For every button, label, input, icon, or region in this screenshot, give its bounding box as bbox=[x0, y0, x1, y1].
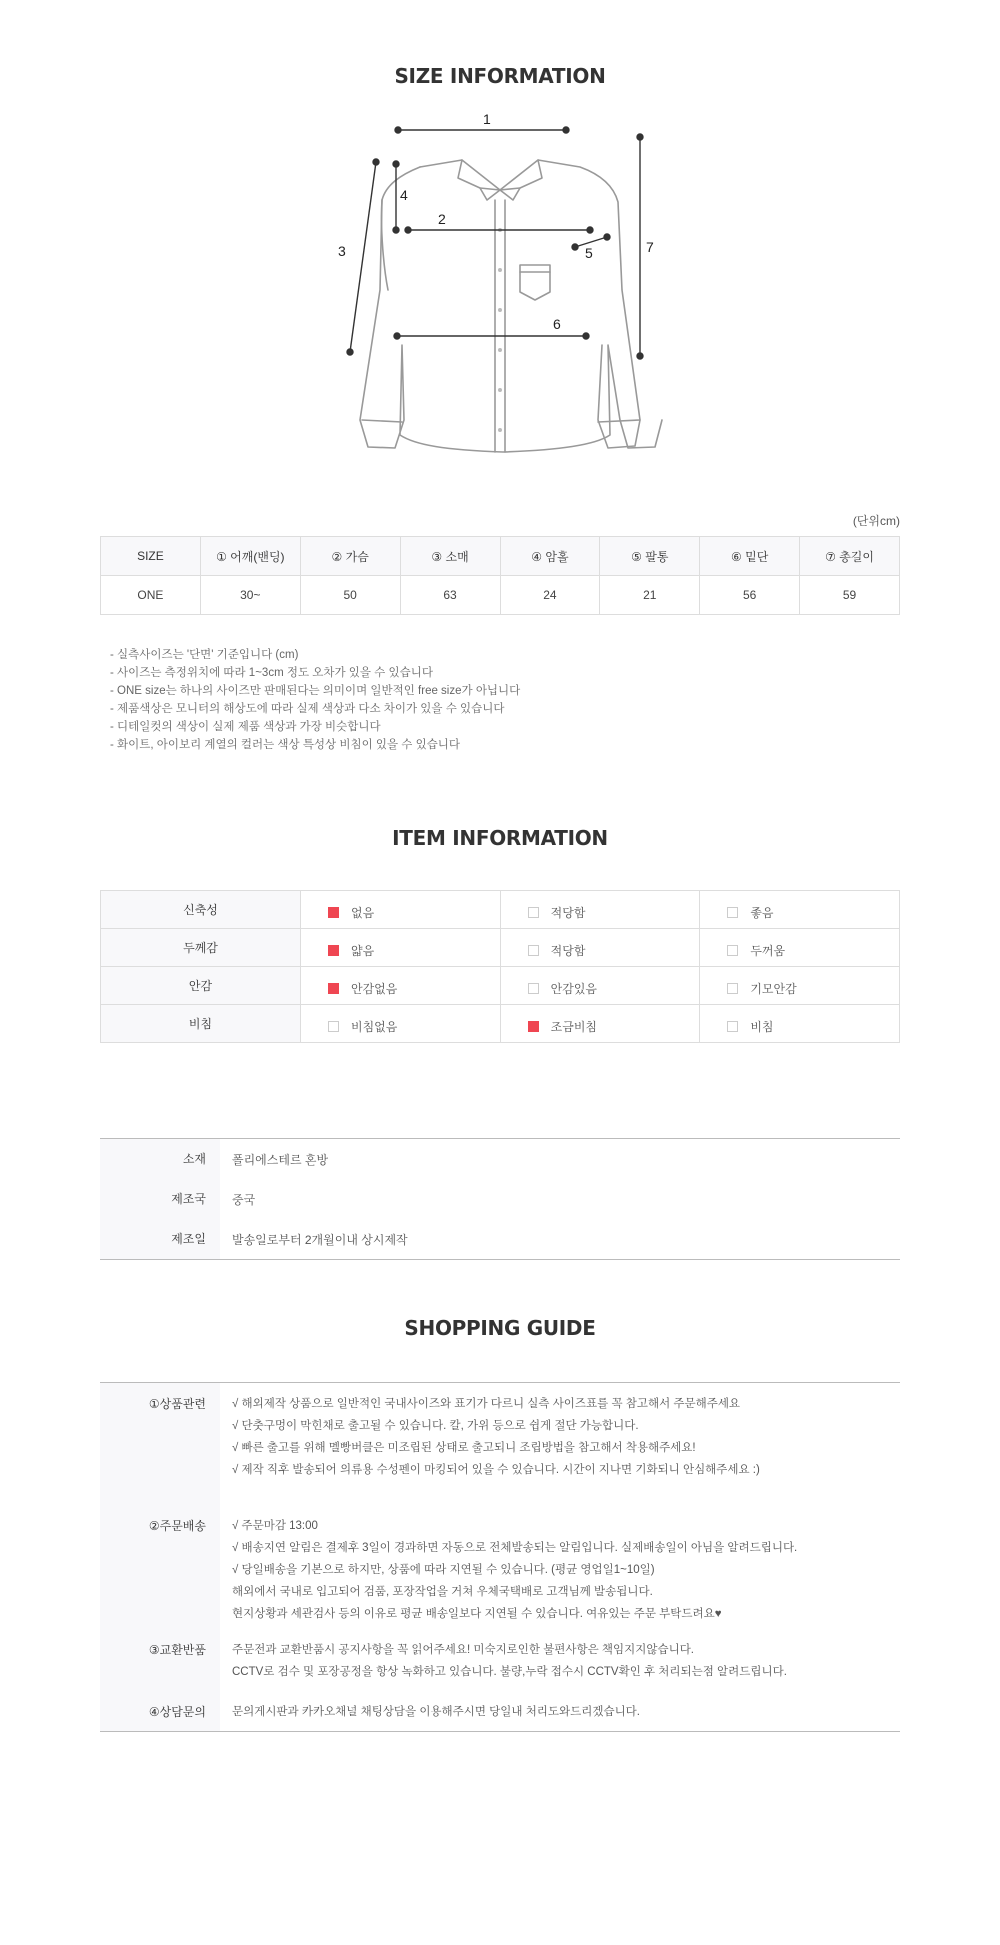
guide-label: ②주문배송 bbox=[148, 1519, 206, 1533]
note-item: - ONE size는 하나의 사이즈만 판매된다는 의미이며 일반적인 free size가 아닙니다 bbox=[110, 685, 521, 697]
material-info-table bbox=[100, 1138, 900, 1260]
checkbox-icon bbox=[328, 1021, 339, 1032]
size-header-cell: ④ 암홀 bbox=[500, 537, 600, 576]
checkbox-icon bbox=[528, 1021, 539, 1032]
guide-line: √ 단춧구멍이 막힌채로 출고될 수 있습니다. 칼, 가위 등으로 쉽게 절단 가능합니다. bbox=[232, 1420, 639, 1432]
guide-line: 현지상황과 세관검사 등의 이유로 평균 배송일보다 지연될 수 있습니다. 여유있는 주문 부탁드려요♥ bbox=[232, 1608, 722, 1620]
checkbox-icon bbox=[328, 907, 339, 918]
item-row-label: 신축성 bbox=[101, 891, 301, 929]
item-option bbox=[700, 929, 900, 967]
guide-label: ③교환반품 bbox=[148, 1643, 206, 1657]
size-header-cell: ⑥ 밑단 bbox=[700, 537, 800, 576]
checkbox-icon bbox=[727, 983, 738, 994]
checkbox-icon bbox=[328, 983, 339, 994]
guide-line: √ 제작 직후 발송되어 의류용 수성펜이 마킹되어 있을 수 있습니다. 시간이 지나면 기화되니 안심해주세요 :) bbox=[232, 1464, 760, 1476]
guide-block-contact-label bbox=[100, 1691, 220, 1731]
guide-line: CCTV로 검수 및 포장공정을 항상 녹화하고 있습니다. 불량,누락 접수시 CCTV확인 후 처리되는점 알려드립니다. bbox=[232, 1666, 787, 1678]
size-cell: 24 bbox=[500, 576, 600, 615]
info-row-date bbox=[100, 1219, 900, 1259]
info-label: 제조일 bbox=[100, 1219, 220, 1259]
note-item: - 화이트, 아이보리 계열의 컬러는 색상 특성상 비침이 있을 수 있습니다 bbox=[110, 739, 461, 751]
note-item: - 디테일컷의 색상이 실제 제품 색상과 가장 비슷합니다 bbox=[110, 721, 381, 733]
guide-line: 해외에서 국내로 입고되어 검품, 포장작업을 거쳐 우체국택배로 고객님께 발송됩니다. bbox=[232, 1586, 653, 1598]
info-row-country bbox=[100, 1179, 900, 1219]
item-option-label: 비침 bbox=[750, 1020, 774, 1034]
item-option bbox=[301, 891, 501, 929]
size-header-cell: ⑤ 팔통 bbox=[600, 537, 700, 576]
item-option-label: 적당함 bbox=[550, 944, 586, 958]
diagram-label-2: 2 bbox=[438, 211, 446, 227]
guide-block-shipping bbox=[220, 1505, 900, 1629]
item-option bbox=[500, 929, 700, 967]
guide-label: ①상품관련 bbox=[148, 1397, 206, 1411]
diagram-label-1: 1 bbox=[483, 111, 491, 127]
checkbox-icon bbox=[727, 1021, 738, 1032]
guide-block-return-label bbox=[100, 1629, 220, 1691]
info-value: 발송일로부터 2개월이내 상시제작 bbox=[232, 1232, 408, 1247]
guide-block-contact bbox=[220, 1691, 900, 1731]
item-option bbox=[301, 1005, 501, 1043]
diagram-label-3: 3 bbox=[338, 243, 346, 259]
size-table bbox=[100, 536, 900, 615]
note-item: - 실측사이즈는 '단면' 기준입니다 (cm) bbox=[110, 649, 299, 661]
item-row bbox=[101, 891, 900, 929]
item-option-label: 얇음 bbox=[351, 944, 375, 958]
size-cell: 21 bbox=[600, 576, 700, 615]
size-table-row bbox=[101, 576, 900, 615]
info-value: 폴리에스테르 혼방 bbox=[232, 1152, 329, 1167]
size-header-cell: SIZE bbox=[101, 537, 201, 576]
item-option-label: 두꺼움 bbox=[750, 944, 786, 958]
checkbox-icon bbox=[328, 945, 339, 956]
unit-note: (단위cm) bbox=[852, 514, 900, 528]
item-option-label: 적당함 bbox=[550, 906, 586, 920]
item-option-label: 좋음 bbox=[750, 906, 774, 920]
item-information-title: ITEM INFORMATION bbox=[392, 826, 608, 850]
size-table-header bbox=[101, 537, 900, 576]
guide-block-product bbox=[220, 1383, 900, 1505]
item-option bbox=[500, 967, 700, 1005]
guide-label: ④상담문의 bbox=[148, 1705, 206, 1719]
guide-block-product-label bbox=[100, 1383, 220, 1505]
note-item: - 사이즈는 측정위치에 따라 1~3cm 정도 오차가 있을 수 있습니다 bbox=[110, 667, 433, 679]
size-header-cell: ① 어깨(밴딩) bbox=[200, 537, 300, 576]
size-information-title: SIZE INFORMATION bbox=[394, 64, 606, 88]
guide-line: √ 당일배송을 기본으로 하지만, 상품에 따라 지연될 수 있습니다. (평균 영업일1~10일) bbox=[232, 1564, 655, 1576]
guide-content-column bbox=[220, 1383, 900, 1731]
guide-line: 주문전과 교환반품시 공지사항을 꼭 읽어주세요! 미숙지로인한 불편사항은 책임지지않습니다. bbox=[232, 1644, 695, 1656]
info-label: 소재 bbox=[100, 1139, 220, 1179]
item-row bbox=[101, 1005, 900, 1043]
item-option-label: 조금비침 bbox=[550, 1020, 598, 1034]
size-header-cell: ② 가슴 bbox=[300, 537, 400, 576]
checkbox-icon bbox=[727, 945, 738, 956]
item-option bbox=[500, 891, 700, 929]
item-option bbox=[700, 1005, 900, 1043]
item-option-label: 비침없음 bbox=[351, 1020, 398, 1034]
item-option bbox=[301, 929, 501, 967]
item-row-label: 비침 bbox=[101, 1005, 301, 1043]
diagram-label-6: 6 bbox=[553, 316, 561, 332]
info-row-material bbox=[100, 1139, 900, 1179]
size-notes bbox=[110, 646, 520, 754]
item-option-label: 없음 bbox=[351, 906, 375, 920]
guide-block-return bbox=[220, 1629, 900, 1691]
diagram-label-7: 7 bbox=[646, 239, 654, 255]
item-option-label: 안감없음 bbox=[351, 982, 398, 996]
size-cell: 50 bbox=[300, 576, 400, 615]
item-info-table bbox=[100, 890, 900, 1043]
item-option-label: 안감있음 bbox=[550, 982, 598, 996]
checkbox-icon bbox=[528, 907, 539, 918]
info-value: 중국 bbox=[232, 1192, 256, 1207]
item-option bbox=[500, 1005, 700, 1043]
size-header-cell: ⑦ 총길이 bbox=[800, 537, 900, 576]
item-row bbox=[101, 929, 900, 967]
item-row bbox=[101, 967, 900, 1005]
guide-line: √ 배송지연 알림은 결제후 3일이 경과하면 자동으로 전체발송되는 알림입니다. 실제배송일이 아님을 알려드립니다. bbox=[232, 1542, 798, 1554]
guide-line: √ 빠른 출고를 위해 멜빵버클은 미조립된 상태로 출고되니 조립방법을 참고해서 착용해주세요! bbox=[232, 1442, 696, 1454]
item-option bbox=[700, 967, 900, 1005]
guide-line: √ 해외제작 상품으로 일반적인 국내사이즈와 표기가 다르니 실측 사이즈표를 꼭 참고해서 주문해주세요 bbox=[232, 1398, 741, 1410]
guide-label-column bbox=[100, 1383, 220, 1731]
item-option-label: 기모안감 bbox=[750, 982, 797, 996]
size-cell: 56 bbox=[700, 576, 800, 615]
checkbox-icon bbox=[528, 983, 539, 994]
checkbox-icon bbox=[528, 945, 539, 956]
shopping-guide bbox=[100, 1382, 900, 1732]
size-cell: 63 bbox=[400, 576, 500, 615]
item-row-label: 두께감 bbox=[101, 929, 301, 967]
size-cell: 30~ bbox=[200, 576, 300, 615]
item-option bbox=[301, 967, 501, 1005]
diagram-label-5: 5 bbox=[585, 245, 593, 261]
checkbox-icon bbox=[727, 907, 738, 918]
diagram-label-4: 4 bbox=[400, 187, 408, 203]
shopping-guide-title: SHOPPING GUIDE bbox=[404, 1316, 596, 1340]
item-row-label: 안감 bbox=[101, 967, 301, 1005]
guide-line: 문의게시판과 카카오채널 채팅상담을 이용해주시면 당일내 처리도와드리겠습니다. bbox=[232, 1706, 640, 1718]
guide-block-shipping-label bbox=[100, 1505, 220, 1629]
size-cell: ONE bbox=[101, 576, 201, 615]
size-cell: 59 bbox=[800, 576, 900, 615]
guide-line: √ 주문마감 13:00 bbox=[232, 1520, 318, 1532]
item-option bbox=[700, 891, 900, 929]
shirt-measurement-diagram bbox=[338, 111, 660, 460]
size-header-cell: ③ 소매 bbox=[400, 537, 500, 576]
info-label: 제조국 bbox=[100, 1179, 220, 1219]
note-item: - 제품색상은 모니터의 해상도에 따라 실제 색상과 다소 차이가 있을 수 있습니다 bbox=[110, 703, 505, 715]
